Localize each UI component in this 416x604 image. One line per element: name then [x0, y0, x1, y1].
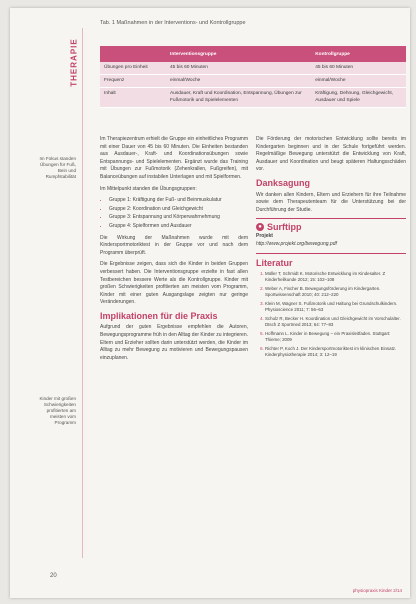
mouse-icon: ●	[256, 223, 264, 231]
reference-item: 2. Weber A, Fischer B. Bewegungsförderung im Kindergarten. Sportwissenschaft 2010; 40: 212–220	[265, 286, 406, 298]
table-cell: einmal/Woche	[166, 75, 311, 88]
table-row	[100, 75, 406, 88]
page-number: 20	[50, 573, 57, 579]
table-row	[100, 88, 406, 107]
surftipp-label: Surftipp	[267, 221, 302, 232]
paragraph: Aufgrund der guten Ergebnisse empfehlen die Autoren, Bewegungsprogramme früh in den Alltag der Kinder zu integrieren. Eltern und Erzieher sollten darin unterstützt werden, die Kinder im Alltag zu mehr Bewegung zu motivieren und Bewegungspausen einzuplanen.	[100, 324, 248, 361]
table-header-row	[100, 46, 406, 62]
paragraph: Die Ergebnisse zeigen, dass sich die Kinder in beiden Gruppen verbessert haben. Die Interventionsgruppe erzielte in fast allen Testbereichen bessere Werte als die Kontrollgruppe. Kinder mit großen Schwierigkeiten profitierten am meisten vom Programm, Kinder mit einer guten Ausgangslage zeigten nur geringe Veränderungen.	[100, 261, 248, 306]
paragraph: Wir danken allen Kindern, Eltern und Erziehern für ihre Teilnahme sowie dem Therapeutenteam für die Unterstützung bei der Durchführung der Studie.	[256, 191, 406, 213]
table-cell: 45 bis 60 Minuten	[166, 62, 311, 75]
table-cell: einmal/Woche	[311, 75, 406, 88]
section-heading: Danksagung	[256, 177, 311, 188]
list-item: • Gruppe 1: Kräftigung der Fuß- und Beinmuskulatur	[109, 197, 248, 205]
list-item: • Gruppe 3: Entspannung und Körperwahrnehmung	[109, 214, 248, 222]
table-cell: Ausdauer, Kraft und Koordination, Entspannung, Übungen zur Fußmotorik und Spielelementen	[166, 88, 311, 107]
surftipp-title: Projekt	[256, 233, 273, 240]
table-caption: Tab. 1 Maßnahmen in der Interventions- und Kontrollgruppe	[100, 20, 246, 26]
table-cell: Übungen pro Einheit	[100, 62, 166, 75]
table-header-cell: Interventionsgruppe	[166, 46, 311, 62]
table-row	[100, 62, 406, 75]
reference-item: 3. Klein M, Wagner S. Fußmotorik und Haltung bei Grundschulkindern. Physioscience 2011; 7: 56–63	[265, 301, 406, 313]
measures-table	[100, 46, 406, 108]
reference-item: 4. Schulz R, Becker H. Koordination und Gleichgewicht im Vorschulalter. Dtsch Z Sportmed 2013; 64: 77–83	[265, 316, 406, 328]
reference-item: 1. Müller T, Schmidt K. Motorische Entwicklung im Kindesalter. Z Kinderheilkunde 2012; 15: 102–108	[265, 271, 406, 283]
section-tab	[69, 34, 82, 94]
table-header-cell	[100, 46, 166, 62]
list-item: • Gruppe 4: Spielformen und Ausdauer	[109, 223, 248, 231]
reference-item: 5. Hoffmann L. Kinder in Bewegung – ein Praxisleitfaden. Stuttgart: Thieme; 2009	[265, 331, 406, 343]
document-page	[10, 8, 410, 598]
table-cell: 45 bis 60 Minuten	[311, 62, 406, 75]
section-heading: Implikationen für die Praxis	[100, 310, 218, 321]
journal-footer: physiopraxis Kinder 2/14	[352, 588, 402, 593]
margin-rule	[82, 28, 83, 558]
reference-list	[256, 271, 406, 358]
right-column	[256, 136, 406, 361]
margin-note: Im Fokus standen Übungen für Fuß, Bein und Rumpfstabilität	[39, 156, 76, 179]
margin-note: Kinder mit großen Schwierigkeiten profitierten am meisten vom Programm	[39, 396, 76, 425]
bullet-list	[100, 197, 248, 230]
list-item: • Gruppe 2: Koordination und Gleichgewicht	[109, 206, 248, 214]
literature-heading: Literatur	[256, 257, 293, 268]
paragraph: Im Mittelpunkt standen die Übungsgruppen:	[100, 185, 197, 192]
table-cell: Frequenz	[100, 75, 166, 88]
surftipp-link[interactable]: http://www.projekt.org/bewegung.pdf	[256, 240, 337, 247]
reference-item: 6. Richter P, Koch J. Der Kindersportmotoriktest im klinischen Einsatz. Kinderphysiotherapie 2014; 3: 12–19	[265, 346, 406, 358]
paragraph: Die Wirkung der Maßnahmen wurde mit dem Kindersportmotoriktest in der Gruppe vor und nach dem Programm überprüft.	[100, 234, 248, 256]
divider	[256, 218, 406, 219]
divider	[256, 253, 406, 254]
paragraph: Im Therapiezentrum erhielt die Gruppe ein einheitliches Programm mit einer Dauer von 45 bis 60 Minuten. Die Einheiten bestanden aus Ausdauer-, Kraft- und Koordinationsübungen sowie Entspannungs- und Spielelementen. Ergänzt wurde das Training mit Übungen zur Fußmotorik (Zehenkrallen, Fußgreifen), mit Balanceübungen auf instabilen Unterlagen und mit Spielformen.	[100, 136, 248, 180]
table-cell: Inhalt	[100, 88, 166, 107]
paragraph: Die Förderung der motorischen Entwicklung sollte bereits im Kindergarten beginnen und in der Schule fortgeführt werden. Regelmäßige Bewegung unterstützt die Entwicklung von Kraft, Ausdauer und Koordination und beugt späteren Haltungsschäden vor.	[256, 136, 406, 173]
left-column	[100, 136, 248, 366]
section-tab-label: THERAPIE	[69, 38, 79, 87]
table-header-cell: Kontrollgruppe	[311, 46, 406, 62]
table-cell: Kräftigung, Dehnung, Gleichgewicht, Ausdauer und Spiele	[311, 88, 406, 107]
surftipp-heading	[256, 223, 406, 231]
